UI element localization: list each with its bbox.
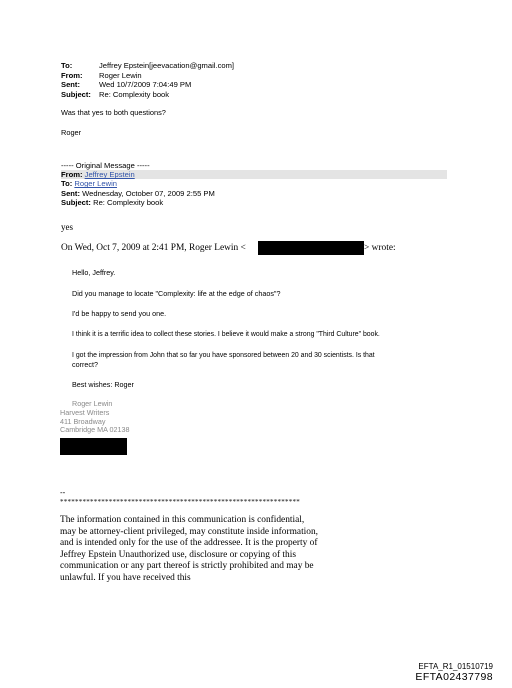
quoted-line-4b: correct?: [72, 360, 98, 369]
original-from-link[interactable]: Jeffrey Epstein: [84, 170, 135, 180]
quoted-line-2: I'd be happy to send you one.: [72, 309, 167, 318]
quoted-line-4a: I got the impression from John that so far you have sponsored between 20 and 30 scientists. Is that: [72, 352, 375, 359]
quoted-question-1: Did you manage to locate "Complexity: life at the edge of chaos"?: [72, 289, 281, 298]
original-sent-label: Sent:: [61, 188, 80, 198]
signature-street: 411 Broadway: [60, 416, 106, 426]
disclaimer-dashes: --: [60, 488, 66, 497]
sent-value: Wed 10/7/2009 7:04:49 PM: [99, 80, 192, 90]
footer-id-1: EFTA_R1_01510719: [418, 662, 493, 671]
original-to-link[interactable]: Roger Lewin: [74, 179, 118, 189]
to-value: Jeffrey Epstein[jeevacation@gmail.com]: [99, 61, 235, 70]
from-label: From:: [61, 70, 83, 80]
quoted-greeting: Hello, Jeffrey.: [72, 268, 116, 277]
subject-label: Subject:: [61, 89, 91, 99]
from-row: [61, 71, 234, 81]
reply-yes: yes: [61, 222, 73, 232]
reply-on-prefix: On Wed, Oct 7, 2009 at 2:41 PM, Roger Lewin <: [61, 243, 246, 253]
subject-value: Re: Complexity book: [99, 89, 170, 99]
quoted-line-3: I think it is a terrific idea to collect these stories. I believe it would make a strong "Third Culture" book.: [72, 331, 380, 338]
from-value: Roger Lewin: [99, 70, 142, 80]
signature-block: [60, 400, 130, 435]
original-sent-row: [61, 189, 447, 198]
redaction-block-signature: [60, 438, 127, 455]
original-sent-value: Wednesday, October 07, 2009 2:55 PM: [82, 188, 215, 198]
original-from-row: [61, 170, 447, 179]
reply-on-suffix: > wrote:: [364, 243, 396, 253]
original-from-label: From:: [61, 170, 83, 180]
quoted-wishes: Best wishes: Roger: [72, 380, 134, 389]
original-divider: ----- Original Message -----: [61, 161, 150, 170]
sent-row: [61, 80, 234, 90]
to-row: [61, 61, 234, 71]
signature-name: Roger Lewin: [72, 399, 113, 408]
footer-id-2: EFTA02437798: [415, 671, 493, 683]
body-question: Was that yes to both questions?: [61, 108, 166, 117]
signature-city: Cambridge MA 02138: [60, 425, 130, 435]
subject-row: [61, 90, 234, 100]
original-subject-value: Re: Complexity book: [93, 197, 164, 207]
redaction-block-email: [258, 241, 364, 255]
body-signoff: Roger: [61, 128, 82, 137]
original-message-header: [61, 161, 447, 207]
signature-org: Harvest Writers: [60, 407, 110, 417]
disclaimer-text: The information contained in this communication is confidential, may be attorney-client privileged, may constitute inside information, and is intended only for the use of the addressee. It is the property of Jeffrey Epstein Unauthorized use, disclosure or copying of this communication or any part thereof is strictly prohibited and may be unlawful. If you have received this: [60, 515, 319, 583]
original-subject-label: Subject:: [61, 197, 91, 207]
email-header: [61, 61, 234, 99]
original-to-row: [61, 179, 447, 188]
disclaimer-stars: ****************************************************************: [60, 498, 300, 506]
original-to-label: To:: [61, 179, 73, 189]
to-label: To:: [61, 61, 73, 70]
original-subject-row: [61, 198, 447, 207]
sent-label: Sent:: [61, 80, 80, 90]
